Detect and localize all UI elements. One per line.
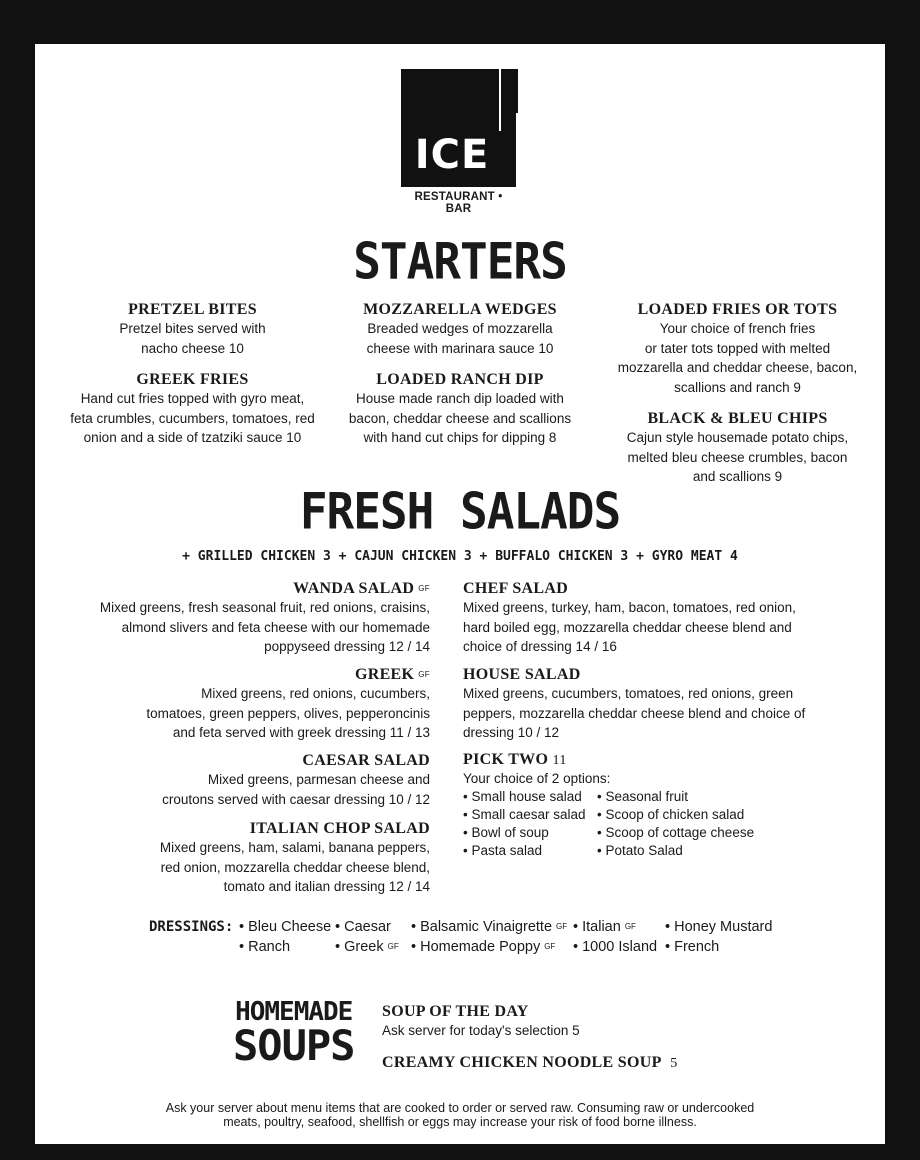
item-name: SOUP OF THE DAY [382, 1003, 529, 1020]
dressing-item: • Ranch [239, 939, 291, 955]
gluten-free-badge: GF [556, 922, 568, 931]
gluten-free-badge: GF [624, 922, 636, 931]
item-description: mozzarella and cheddar cheese, bacon, [617, 360, 858, 375]
logo-stripe [514, 69, 518, 113]
item-description: feta crumbles, cucumbers, tomatoes, red [70, 410, 315, 426]
menu-item [95, 665, 430, 743]
dressing-item: • Balsamic Vinaigrette GF [411, 919, 568, 935]
item-name: PICK TWO [463, 751, 549, 768]
item-name: MOZZARELLA WEDGES [363, 301, 557, 318]
item-description: hard boiled egg, mozzarella cheddar cheese blend and [463, 619, 792, 635]
dressing-item: • Bleu Cheese [239, 919, 332, 935]
item-description: tomatoes, green peppers, olives, pepperoncinis [146, 705, 430, 721]
item-price: 11 [552, 753, 567, 768]
gluten-free-badge: GF [387, 942, 399, 951]
list-item: • Small house salad [463, 789, 582, 804]
item-description: Breaded wedges of mozzarella [367, 321, 553, 336]
item-name: ITALIAN CHOP SALAD [249, 820, 430, 837]
item-description: scallions and ranch 9 [674, 379, 801, 395]
item-description: Mixed greens, cucumbers, tomatoes, red onions, green [463, 686, 794, 701]
soups-heading-line2: SOUPS [233, 1021, 355, 1070]
item-description: bacon, cheddar cheese and scallions [348, 410, 572, 426]
item-name: CHEF SALAD [463, 580, 569, 597]
menu-page [35, 44, 885, 1144]
item-description: choice of dressing 14 / 16 [463, 639, 617, 654]
dressing-item: • Italian GF [573, 919, 636, 935]
item-description: Cajun style housemade potato chips, [626, 430, 849, 445]
item-description: nacho cheese 10 [141, 340, 244, 356]
item-description: poppyseed dressing 12 / 14 [264, 639, 430, 654]
menu-item [65, 300, 320, 358]
soups-heading [233, 997, 355, 1070]
item-name: PRETZEL BITES [128, 301, 257, 318]
dressing-item: • 1000 Island [573, 939, 658, 955]
menu-item [65, 370, 320, 448]
item-name: GREEK FRIES [136, 371, 249, 388]
salad-addons: + GRILLED CHICKEN 3 + CAJUN CHICKEN 3 + BUFFALO CHICKEN 3 + GYRO MEAT 4 [182, 549, 738, 564]
menu-item [463, 579, 823, 657]
dressing-item: • French [665, 939, 720, 955]
pick-two-options [463, 788, 823, 860]
item-description: red onion, mozzarella cheddar cheese blend, [160, 859, 430, 875]
item-description: and feta served with greek dressing 11 / 13 [172, 725, 430, 740]
notice-line: meats, poultry, seafood, shellfish or eggs may increase your risk of food borne illness. [223, 1115, 697, 1129]
list-item: • Seasonal fruit [597, 789, 689, 804]
dressings-label: DRESSINGS: [149, 919, 234, 935]
item-description: Hand cut fries topped with gyro meat, [80, 391, 305, 406]
item-description: Your choice of 2 options: [463, 771, 611, 786]
item-name: GREEK [354, 666, 415, 683]
menu-item [95, 751, 430, 809]
logo-stripe [508, 69, 512, 119]
logo-stripe-gap [499, 69, 501, 131]
menu-item [95, 579, 430, 657]
item-description: Mixed greens, fresh seasonal fruit, red onions, craisins, [99, 600, 430, 615]
starters-heading: STARTERS [353, 231, 567, 291]
dressing-item: • Homemade Poppy GF [411, 939, 556, 955]
notice-line: Ask your server about menu items that are cooked to order or served raw. Consuming raw or undercooked [165, 1101, 755, 1115]
item-description: peppers, mozzarella cheddar cheese blend and choice of [463, 705, 806, 721]
menu-item [463, 750, 823, 860]
menu-item [330, 300, 590, 358]
dressing-item: • Caesar [335, 919, 391, 935]
menu-item [605, 409, 870, 487]
item-description: House made ranch dip loaded with [356, 391, 564, 406]
item-description: melted bleu cheese crumbles, bacon [627, 449, 848, 465]
food-safety-notice [35, 1101, 885, 1129]
item-name: LOADED RANCH DIP [376, 371, 544, 388]
list-item: • Potato Salad [597, 843, 683, 858]
soups-heading-line1: HOMEMADE [235, 997, 353, 1027]
item-description: almond slivers and feta cheese with our homemade [121, 619, 430, 635]
item-description: Mixed greens, red onions, cucumbers, [201, 686, 430, 701]
item-description: dressing 10 / 12 [463, 725, 560, 740]
logo-wordmark: ICE [414, 132, 490, 178]
list-item: • Scoop of chicken salad [597, 807, 745, 822]
list-item: • Bowl of soup [463, 825, 549, 840]
list-item: • Pasta salad [463, 843, 543, 858]
menu-item [382, 1053, 782, 1073]
dressing-item: • Greek GF [335, 939, 399, 955]
menu-item [95, 819, 430, 897]
item-description: or tater tots topped with melted [644, 340, 831, 356]
item-description: Ask server for today's selection 5 [382, 1023, 580, 1038]
item-name: WANDA SALAD [293, 580, 415, 597]
restaurant-logo [401, 69, 521, 215]
menu-item [463, 665, 823, 743]
item-name: BLACK & BLEU CHIPS [647, 410, 828, 427]
item-description: Pretzel bites served with [119, 321, 266, 336]
logo-subtitle: RESTAURANT • BAR [414, 191, 503, 215]
gluten-free-badge: GF [418, 584, 430, 593]
menu-item [605, 300, 870, 397]
item-name: LOADED FRIES OR TOTS [637, 301, 838, 318]
list-item: • Scoop of cottage cheese [597, 825, 755, 840]
item-description: Mixed greens, parmesan cheese and [207, 772, 430, 787]
gluten-free-badge: GF [418, 670, 430, 679]
item-name: CAESAR SALAD [302, 752, 430, 769]
salads-heading: FRESH SALADS [299, 481, 621, 541]
item-description: Your choice of french fries [659, 321, 816, 336]
item-description: Mixed greens, ham, salami, banana peppers, [159, 840, 430, 855]
item-name: CREAMY CHICKEN NOODLE SOUP [382, 1054, 662, 1071]
menu-item [382, 1002, 742, 1041]
dressing-item: • Honey Mustard [665, 919, 773, 935]
item-description: with hand cut chips for dipping 8 [363, 430, 557, 445]
item-description: and scallions 9 [692, 469, 783, 484]
item-name: HOUSE SALAD [463, 666, 581, 683]
list-item: • Small caesar salad [463, 807, 586, 822]
item-description: onion and a side of tzatziki sauce 10 [83, 430, 302, 445]
item-description: cheese with marinara sauce 10 [366, 340, 554, 356]
gluten-free-badge: GF [544, 942, 556, 951]
item-description: croutons served with caesar dressing 10 / 12 [162, 791, 430, 807]
item-price: 5 [670, 1056, 678, 1071]
logo-stripe [502, 69, 506, 127]
item-description: tomato and italian dressing 12 / 14 [223, 879, 430, 894]
menu-item [330, 370, 590, 448]
item-description: Mixed greens, turkey, ham, bacon, tomatoes, red onion, [463, 600, 796, 615]
